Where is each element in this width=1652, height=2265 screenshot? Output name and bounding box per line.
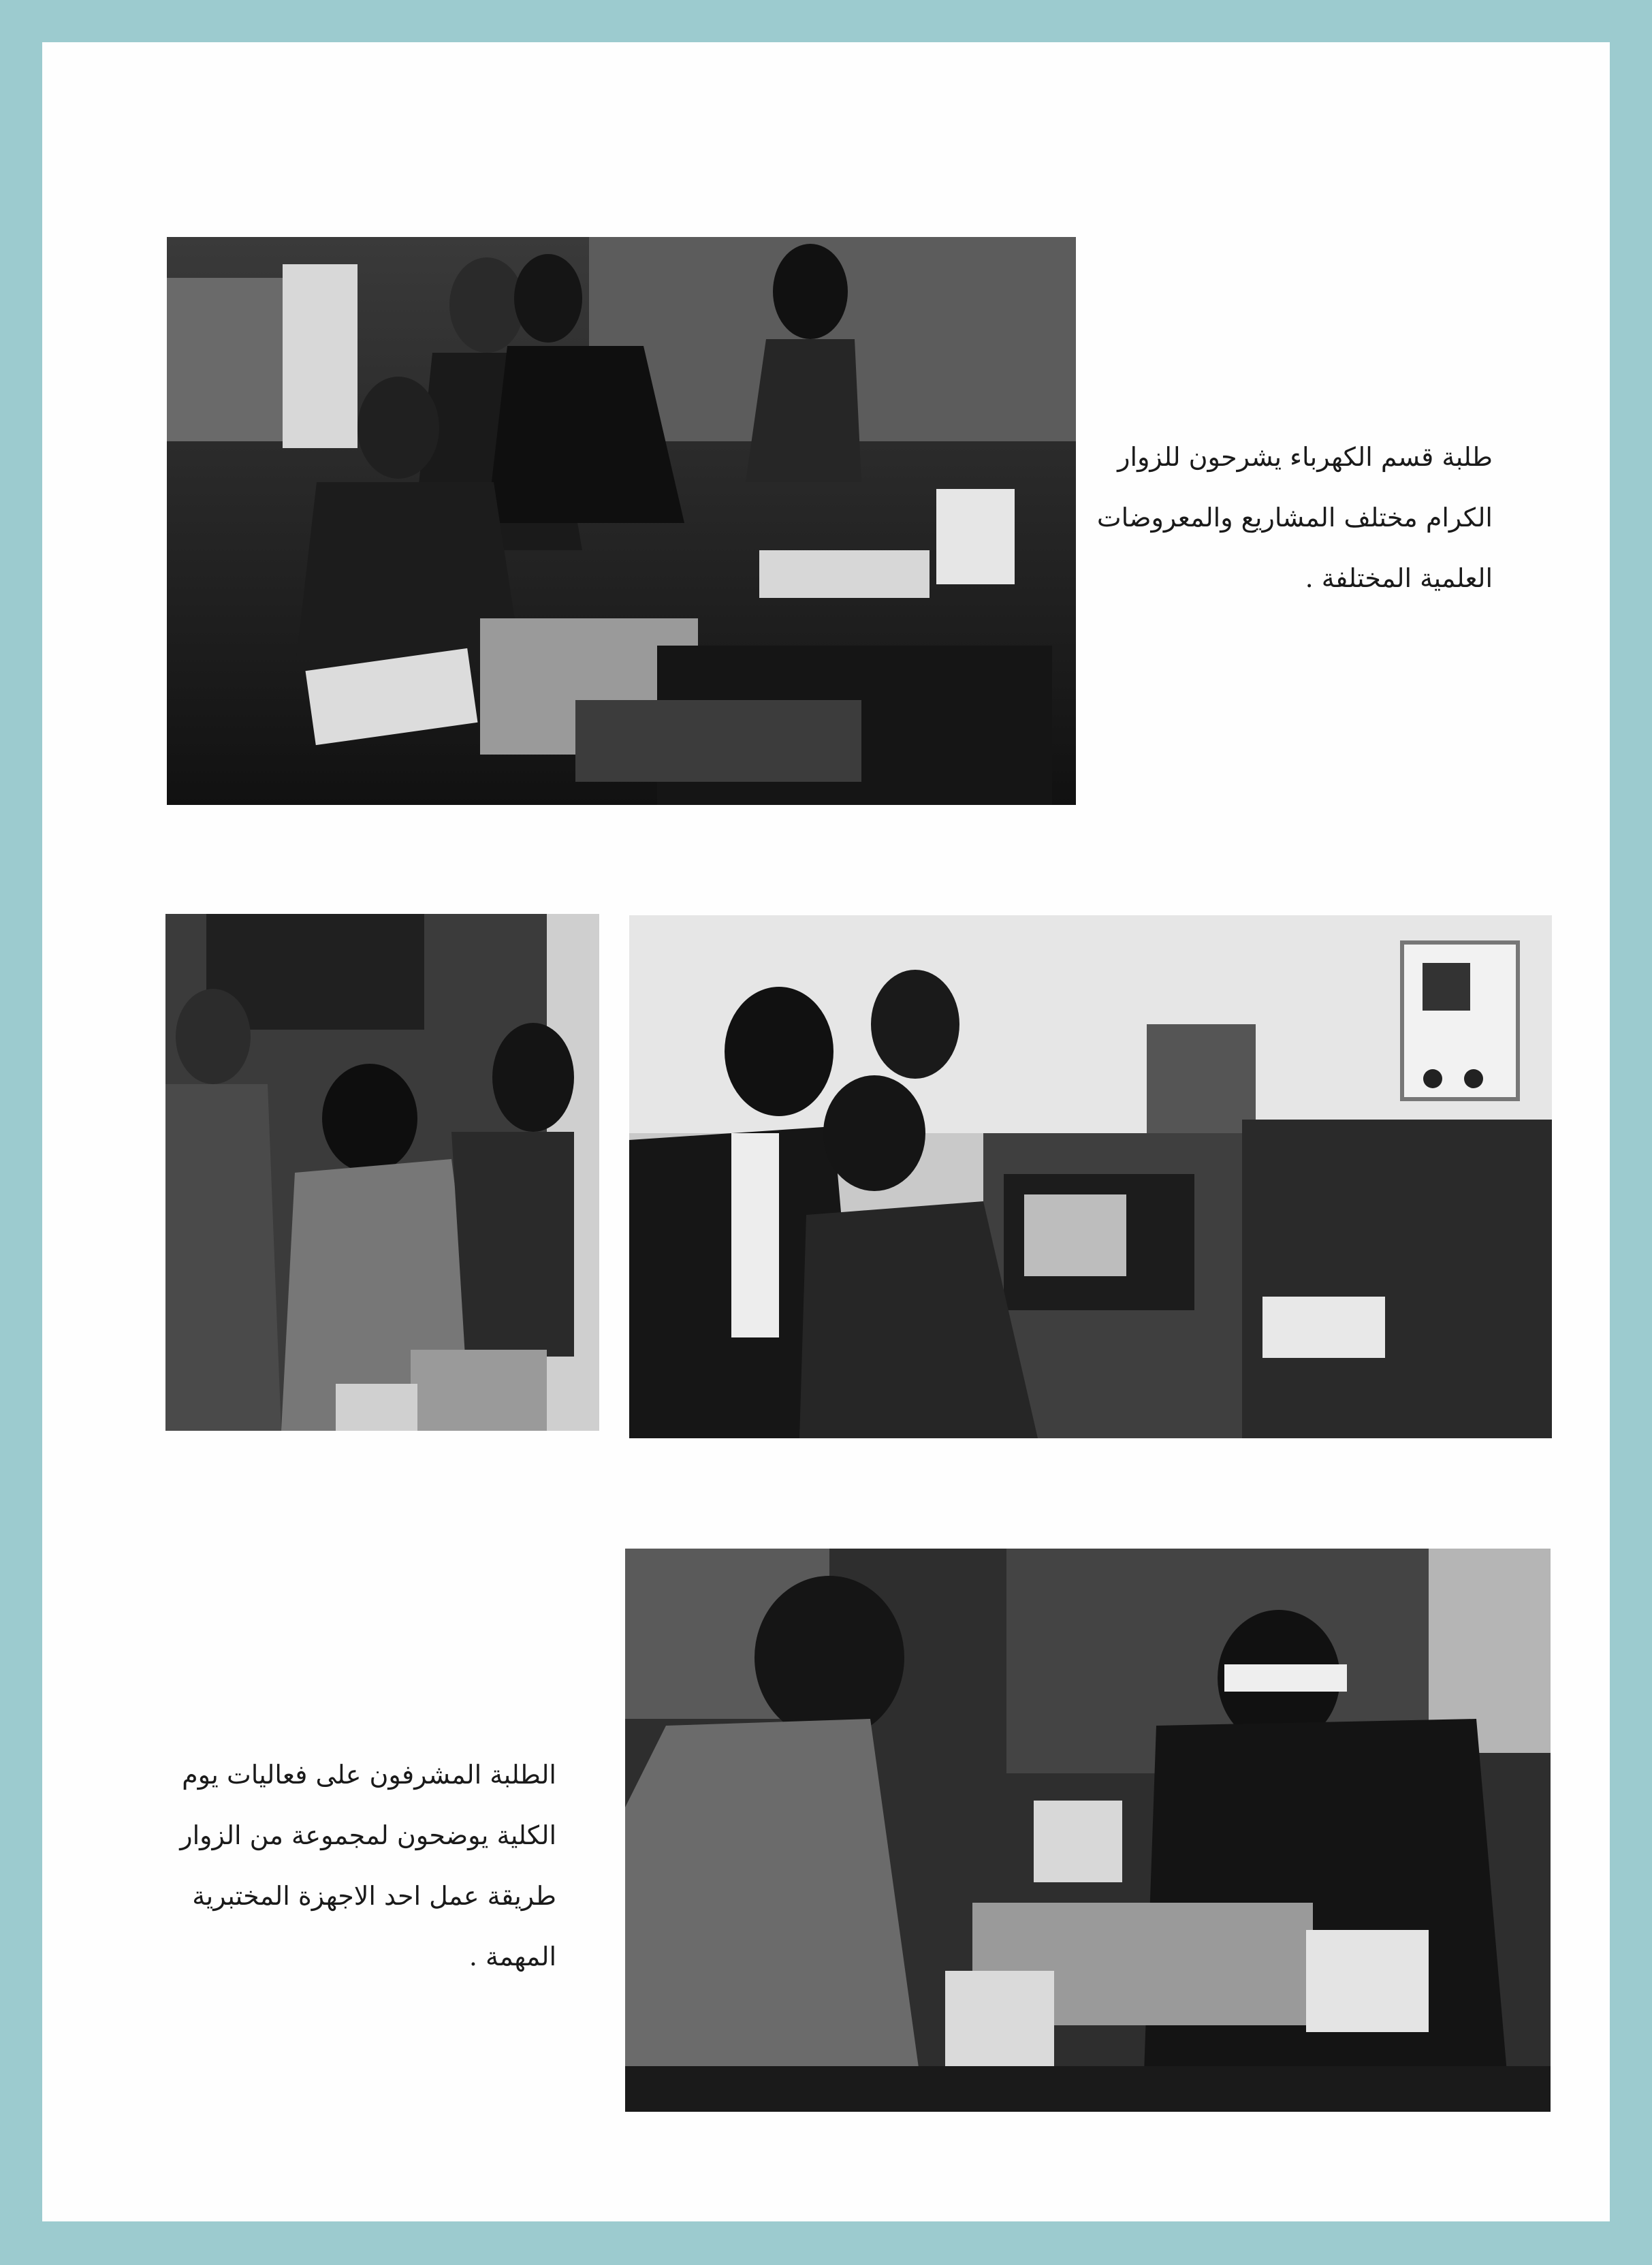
caption-bottom-line-2: الكلية يوضحون لمجموعة من الزوار (180, 1820, 556, 1850)
photo-students-oscilloscope (629, 915, 1552, 1438)
photo-students-demonstrating-device (625, 1549, 1551, 2112)
photo-electrical-students-workbench (167, 237, 1076, 805)
caption-bottom-line-4: المهمة . (468, 1942, 556, 1971)
caption-bottom (180, 1745, 556, 1987)
photo-students-circuit-table (165, 914, 599, 1431)
caption-bottom-line-3: طريقة عمل احد الاجهزة المختبرية (192, 1881, 556, 1911)
caption-top-line-2: الكرام مختلف المشاريع والمعروضات (1096, 503, 1493, 533)
document-page (42, 42, 1610, 2221)
caption-bottom-line-1: الطلبة المشرفون على فعاليات يوم (182, 1760, 556, 1790)
caption-top-line-1: طلبة قسم الكهرباء يشرحون للزوار (1117, 442, 1493, 472)
caption-top-line-3: العلمية المختلفة . (1305, 563, 1493, 593)
caption-top (1096, 427, 1493, 609)
